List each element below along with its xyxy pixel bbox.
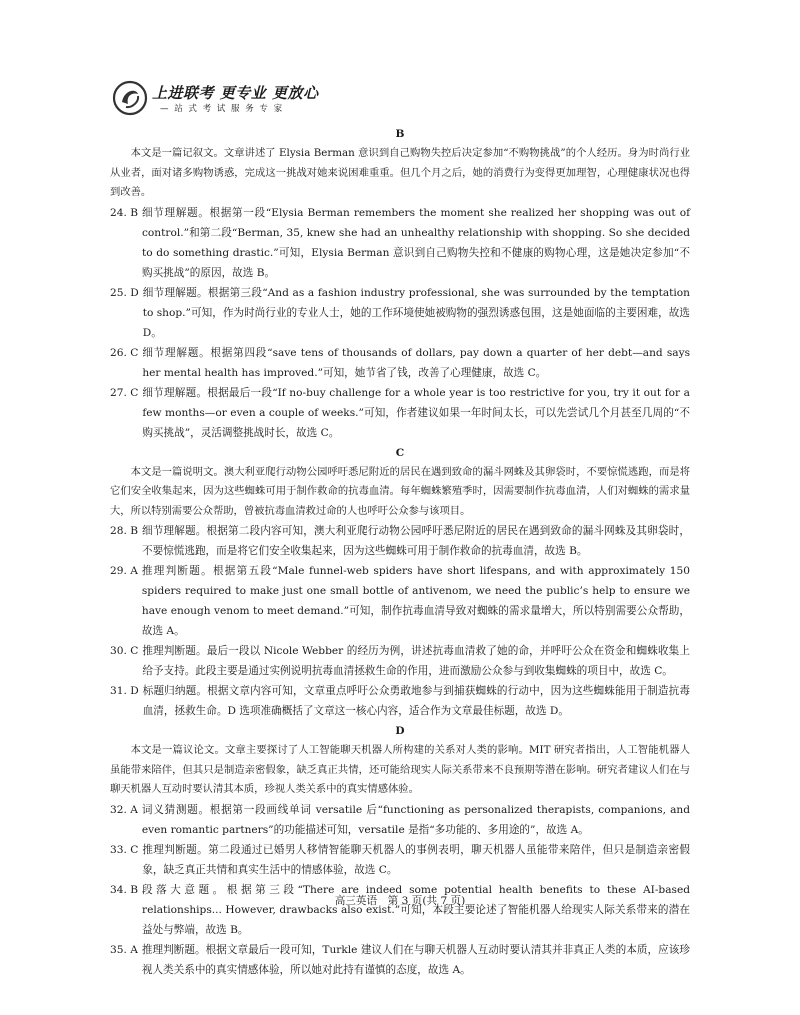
section-d <box>110 721 690 980</box>
item-number: 30. C <box>110 645 139 657</box>
item-text: 标题归纳题。根据文章内容可知，文章重点呼吁公众勇敢地参与到捕获蜘蛛的行动中，因为这些蜘蛛能用于制造抗毒血清，拯救生命。D 选项准确概括了文章这一核心内容，适合作为文章最佳标题，故选 D。 <box>142 685 690 717</box>
list-item <box>110 840 690 880</box>
item-text: 段落大意题。根据第三段“There are indeed some potential health benefits to these AI-based relationships... However, drawbacks also exist.”可知，本段主要论述了智能机器人给现实人际关系带来的潜在益处与弊端，故选 B。 <box>142 883 690 936</box>
item-number: 34. B <box>110 883 138 896</box>
item-number: 27. C <box>110 386 139 399</box>
item-number: 32. A <box>110 803 138 816</box>
item-text: 词义猜测题。根据第一段画线单词 versatile 后“functioning as personalized therapists, companions, and even romantic partners”的功能描述可知，versatile 是指“多功能的、多用途的”，故选 A。 <box>141 803 690 836</box>
list-item <box>110 561 690 641</box>
brand-slogan: — 站 式 考 试 服 务 专 家 <box>160 104 284 114</box>
item-number: 35. A <box>110 943 138 956</box>
item-text: 细节理解题。根据第三段“And as a fashion industry professional, she was surrounded by the temptation to shop.”可知，作为时尚行业的专业人士，她的工作环境使她被购物的强烈诱惑包围，这是她面临的主要困难，故选 D。 <box>142 286 690 339</box>
item-number: 26. C <box>110 346 139 359</box>
section-intro: 本文是一篇说明文。澳大利亚爬行动物公园呼吁悉尼附近的居民在遇到致命的漏斗网蛛及其卵袋时，不要惊慌逃跑，而是将它们安全收集起来，因为这些蜘蛛可用于制作救命的抗毒血清。每年蜘蛛繁殖季时，因需要制作抗毒血清，人们对蜘蛛的需求量大，所以特别需要公众帮助，曾被抗毒血清救过命的人也呼吁公众参与该项目。 <box>110 465 690 517</box>
item-number: 28. B <box>110 525 138 537</box>
section-letter: B <box>395 128 405 140</box>
list-item <box>110 283 690 343</box>
item-text: 推理判断题。根据第五段“Male funnel-web spiders have short lifespans, and with approximately 150 spiders required to make just one small bottle of antivenom, we need the public’s help to ensure we have enough venom to meet demand.”可知，制作抗毒血清导致对蜘蛛的需求量增大，所以特别需要公众帮助，故选 A。 <box>141 565 690 637</box>
logo-icon <box>112 80 148 116</box>
section-intro: 本文是一篇记叙文。文章讲述了 Elysia Berman 意识到自己购物失控后决定参加“不购物挑战”的个人经历。身为时尚行业从业者，面对诸多购物诱惑，完成这一挑战对她来说困难重重。但几个月之后，她的消费行为变得更加理智，心理健康状况也得到改善。 <box>110 147 690 198</box>
list-item <box>110 521 690 561</box>
brand-name: 上进联考 更专业 更放心 <box>152 84 319 102</box>
item-number: 33. C <box>110 843 139 856</box>
list-item <box>110 681 690 721</box>
list-item <box>110 383 690 443</box>
list-item <box>110 203 690 283</box>
page-header <box>112 80 319 120</box>
item-text: 细节理解题。根据最后一段“If no-buy challenge for a whole year is too restrictive for you, try it out for a few months—or even a couple of weeks.”可知，作者建议如果一年时间太长，可以先尝试几个月甚至几周的“不购买挑战”，灵活调整挑战时长，故选 C。 <box>142 386 690 439</box>
page-footer: 高三英语 第 3 页(共 7 页) <box>334 895 466 907</box>
answer-explanations <box>110 124 690 980</box>
section-letter: D <box>395 725 405 737</box>
section-c <box>110 443 690 722</box>
item-text: 细节理解题。根据第二段内容可知，澳大利亚爬行动物公园呼吁悉尼附近的居民在遇到致命的漏斗网蛛及其卵袋时，不要惊慌逃跑，而是将它们安全收集起来，因为这些蜘蛛可用于制作救命的抗毒血清，故选 B。 <box>142 525 690 557</box>
item-text: 推理判断题。第二段通过已婚男人移情智能聊天机器人的事例表明，聊天机器人虽能带来陪伴，但只是制造亲密假象，缺乏真正共情和真实生活中的情感体验，故选 C。 <box>142 843 690 876</box>
list-item <box>110 880 690 940</box>
item-number: 29. A <box>110 565 138 577</box>
item-number: 31. D <box>110 685 139 697</box>
list-item <box>110 940 690 980</box>
list-item <box>110 800 690 840</box>
section-letter: C <box>395 446 405 459</box>
item-number: 25. D <box>110 286 139 299</box>
item-text: 细节理解题。根据第四段“save tens of thousands of dollars, pay down a quarter of her debt—and says her mental health has improved.”可知，她节省了钱，改善了心理健康，故选 C。 <box>142 346 690 379</box>
item-text: 细节理解题。根据第一段“Elysia Berman remembers the moment she realized her shopping was out of control.”和第二段“Berman, 35, knew she had an unhealthy relationship with shopping. So she decided to do something drastic.”可知，Elysia Berman 意识到自己购物失控和不健康的购物心理，这是她决定参加“不购买挑战”的原因，故选 B。 <box>142 206 690 279</box>
list-item <box>110 641 690 681</box>
list-item <box>110 343 690 383</box>
item-text: 推理判断题。根据文章最后一段可知，Turkle 建议人们在与聊天机器人互动时要认清其并非真正人类的本质，应该珍视人类关系中的真实情感体验，所以她对此持有谨慎的态度，故选 A。 <box>141 943 690 976</box>
item-text: 推理判断题。最后一段以 Nicole Webber 的经历为例，讲述抗毒血清救了她的命，并呼吁公众在资金和蜘蛛收集上给予支持。此段主要是通过实例说明抗毒血清拯救生命的作用，进而激励公众参与到收集蜘蛛的项目中，故选 C。 <box>142 645 690 677</box>
section-intro: 本文是一篇议论文。文章主要探讨了人工智能聊天机器人所构建的关系对人类的影响。MIT 研究者指出，人工智能机器人虽能带来陪伴，但其只是制造亲密假象，缺乏真正共情，还可能给现实人际关系带来不良预期等潜在影响。研究者建议人们在与聊天机器人互动时要认清其本质，珍视人类关系中的真实情感体验。 <box>110 744 690 795</box>
item-number: 24. B <box>110 206 138 219</box>
section-b <box>110 124 690 443</box>
